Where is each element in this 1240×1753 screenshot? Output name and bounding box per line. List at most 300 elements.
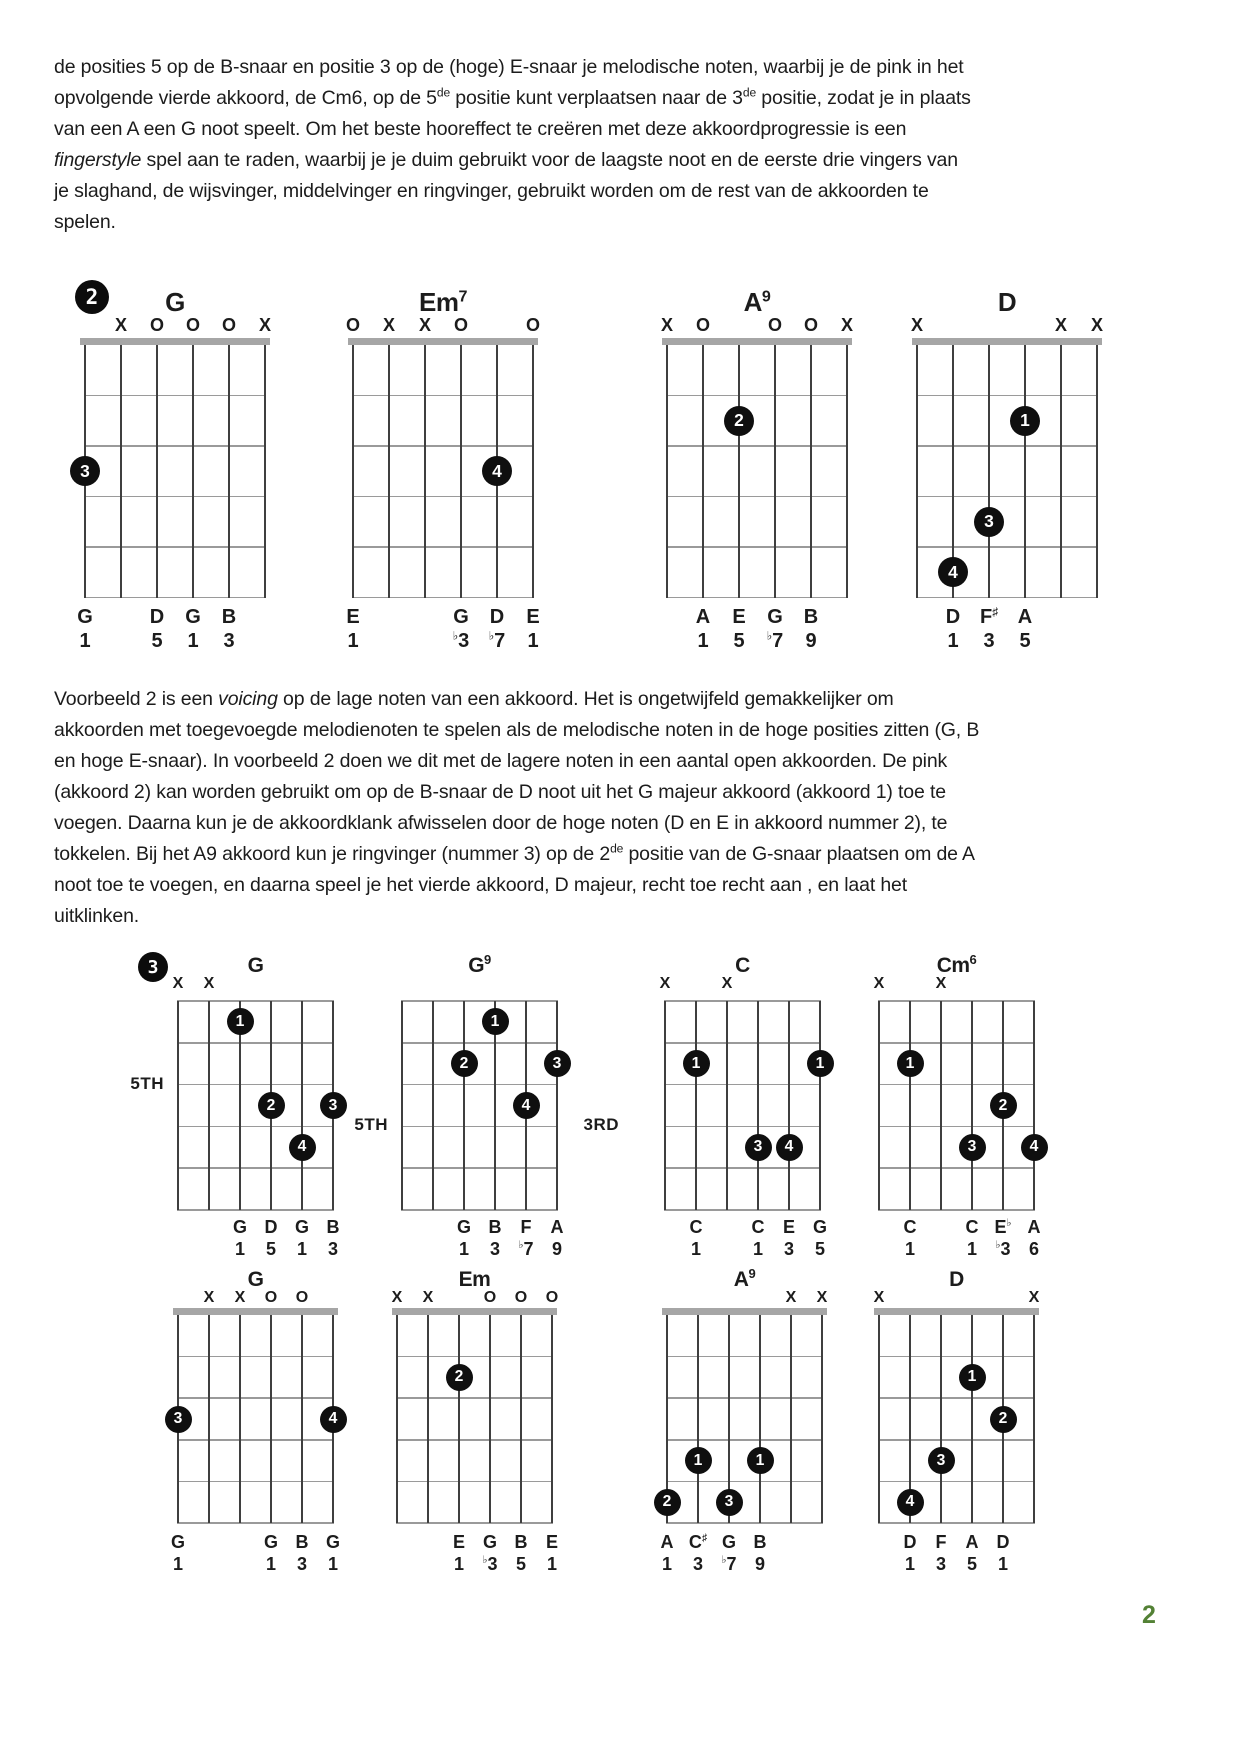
text-segment: E [545,1532,558,1552]
degree-label [445,630,477,653]
degree-label [255,1554,287,1575]
text-segment: noot toe te voegen, en daarna speel je het vierde akkoord, D majeur, recht toe recht aan , en laat het [54,874,908,896]
muted-string-marker: X [660,315,673,335]
guitar-string [1033,1315,1035,1523]
guitar-string [971,1315,973,1523]
open-string-marker: O [525,315,540,335]
open-string-marker: O [453,315,468,335]
text-segment: 7 [726,1554,737,1574]
chord-diagram-em [391,1268,559,1574]
note-label [481,606,513,629]
degree-label [987,1554,1019,1575]
fret-position-label: 3RD [583,1115,619,1135]
fret-line [878,1481,1035,1483]
fret-line [177,1126,334,1128]
note-label [687,606,719,629]
text-segment: 3 [935,1554,946,1574]
text-segment: E [782,1217,795,1237]
note-label [517,606,549,629]
fretboard [402,1001,562,1210]
text-segment: Em [419,287,459,317]
degree-label [213,630,245,653]
finger-dot: 1 [227,1008,254,1035]
fret-line [878,1356,1035,1358]
guitar-string [551,1315,553,1523]
text-segment: A [1027,1217,1041,1237]
text-segment: 6 [969,952,977,967]
text-segment: G [456,1217,471,1237]
guitar-string [177,1001,179,1210]
chord-diagram-g9 [354,952,564,1259]
muted-string-marker: X [659,975,671,992]
text-segment: G [263,1532,278,1552]
note-label [505,1532,537,1553]
degree-label [481,630,513,653]
fret-line [84,395,266,397]
text-segment: je slaghand, de wijsvinger, middelvinger en ringvinger, gebruikt worden om de rest van de akkoorden te [54,180,929,202]
text-segment: G [77,605,93,628]
text-segment: 3 [692,1554,703,1574]
text-segment: G [767,605,783,628]
note-label [541,1217,573,1238]
degree-label [479,1239,511,1260]
fret-line [352,445,534,447]
text-segment: 3 [983,629,995,652]
text-segment: spel aan te raden, waarbij je je duim gebruikt voor de laagste noot en de eerste drie vingers van [141,149,958,171]
text-segment: 1 [904,1239,915,1259]
guitar-string [664,1001,666,1210]
degree-label [474,1554,506,1575]
fret-line [177,1000,334,1002]
text-segment: 1 [527,629,539,652]
degree-label [443,1554,475,1575]
fretboard [665,1001,825,1210]
fret-line [916,445,1098,447]
fret-line [84,546,266,548]
finger-dot: 4 [482,456,512,486]
note-label [448,1217,480,1238]
degree-label [317,1239,349,1260]
text-segment: 5 [1019,629,1031,652]
note-label [445,606,477,629]
text-segment: ♯ [992,604,998,618]
chord-diagram-d [910,287,1103,652]
fret-line [664,1084,821,1086]
text-segment: C [689,1217,703,1237]
note-label [213,606,245,629]
guitar-string [940,1315,942,1523]
note-label [682,1532,714,1553]
text-segment: 5 [733,629,745,652]
fretboard [178,1001,338,1210]
nut-bar [348,338,538,345]
muted-string-marker: X [873,1289,885,1306]
fret-line [84,445,266,447]
fret-line [878,1209,1035,1211]
text-segment: 7 [494,629,506,652]
text-segment: 3 [458,629,470,652]
text-segment: G [325,1532,340,1552]
text-segment: E [346,605,360,628]
finger-dot: 4 [289,1134,316,1161]
open-string-marker: O [514,1289,528,1306]
fret-line [664,1042,821,1044]
text-segment: 1 [453,1554,464,1574]
text-segment: ♯ [701,1533,708,1544]
note-label [925,1532,957,1553]
text-segment: 1 [997,1554,1008,1574]
degree-label [956,1239,988,1260]
note-label [804,1217,836,1238]
guitar-string [208,1315,210,1523]
text-segment: A [550,1217,564,1237]
degree-label [177,630,209,653]
fretboard [397,1315,552,1523]
degree-label [448,1239,480,1260]
fret-line [916,395,1098,397]
guitar-string [489,1315,491,1523]
text-segment: 1 [966,1239,977,1259]
note-label [795,606,827,629]
fretboard [173,1315,338,1523]
text-segment: 5 [265,1239,276,1259]
guitar-string [738,345,740,598]
guitar-string [909,1001,911,1210]
guitar-string [264,345,266,598]
degree-label [723,630,755,653]
finger-dot: 2 [990,1406,1017,1433]
muted-string-marker: X [816,1289,828,1306]
muted-string-marker: X [873,975,885,992]
text-segment: ♭ [721,1555,727,1566]
text-segment: akkoorden met toegevoegde melodienoten te spelen als de melodische noten in de hoge posities zitten (G, B [54,719,980,741]
text-segment: positie kunt verplaatsen naar de 3 [450,87,743,109]
fret-line [878,1522,1035,1524]
degree-label [69,630,101,653]
text-segment: 3 [327,1239,338,1259]
note-label [510,1217,542,1238]
text-segment: Voorbeeld 2 is een [54,688,219,710]
finger-dot: 2 [990,1092,1017,1119]
example-number-badge: 2 [75,280,109,314]
page-number: 2 [1142,1601,1156,1629]
degree-label [987,1239,1019,1260]
finger-dot: 2 [654,1489,681,1516]
text-segment: tokkelen. Bij het A9 akkoord kun je ringvinger (nummer 3) op de 2 [54,843,611,865]
degree-label [759,630,791,653]
fret-line [878,1084,1035,1086]
text-segment: B [514,1532,528,1552]
degree-label [894,1554,926,1575]
open-string-marker: O [483,1289,497,1306]
fret-line [352,395,534,397]
text-segment: F [979,605,993,628]
note-label [773,1217,805,1238]
chord-diagram-a9 [660,1266,828,1574]
note-label [255,1217,287,1238]
degree-label [744,1554,776,1575]
degree-label [1018,1239,1050,1260]
guitar-string [810,345,812,598]
text-segment: 1 [347,629,359,652]
text-segment: 1 [752,1239,763,1259]
degree-label [742,1239,774,1260]
degree-label [162,1554,194,1575]
text-segment: uitklinken. [54,905,140,927]
note-label [894,1217,926,1238]
degree-label [286,1554,318,1575]
fret-line [878,1439,1035,1441]
finger-dot: 1 [683,1050,710,1077]
note-label [317,1217,349,1238]
guitar-string [424,345,426,598]
guitar-string [396,1315,398,1523]
text-segment: C [903,1217,917,1237]
note-label [956,1532,988,1553]
guitar-string [239,1315,241,1523]
finger-dot: 4 [776,1134,803,1161]
text-segment: 7 [772,629,784,652]
fretboard [879,1315,1034,1523]
guitar-string [788,1001,790,1210]
degree-label [317,1554,349,1575]
open-string-marker: O [695,315,710,335]
guitar-string [1060,345,1062,598]
degree-label [337,630,369,653]
note-label [744,1532,776,1553]
finger-dot: 1 [897,1050,924,1077]
finger-dot: 3 [544,1050,571,1077]
muted-string-marker: X [203,1289,215,1306]
guitar-string [228,345,230,598]
finger-dot: 3 [928,1447,955,1474]
guitar-string [726,1001,728,1210]
text-segment: 9 [761,287,771,306]
guitar-string [846,345,848,598]
note-label [255,1532,287,1553]
note-label [713,1532,745,1553]
text-segment: D [264,1217,278,1237]
finger-dot: 4 [513,1092,540,1119]
finger-dot: 1 [1010,406,1040,436]
fret-line [878,1000,1035,1002]
degree-label [651,1554,683,1575]
guitar-string [757,1001,759,1210]
fretboard [917,345,1097,598]
text-segment: de [436,85,451,100]
chord-diagram-cm6 [873,952,1041,1259]
text-segment: fingerstyle [54,149,142,171]
muted-string-marker: X [382,315,395,335]
guitar-string [352,345,354,598]
degree-label [956,1554,988,1575]
fret-line [396,1439,553,1441]
chord-name [362,954,597,978]
guitar-string [458,1315,460,1523]
degree-label [255,1239,287,1260]
open-string-marker: O [545,1289,559,1306]
text-segment: 9 [551,1239,562,1259]
muted-string-marker: X [840,315,853,335]
text-segment: 1 [79,629,91,652]
text-segment: D [149,605,165,628]
text-segment: 5 [151,629,163,652]
text-segment: D [903,1532,917,1552]
finger-dot: 1 [685,1447,712,1474]
text-segment: op de lage noten van een akkoord. Het is ongetwijfeld gemakkelijker om [277,688,894,710]
note-label [759,606,791,629]
note-label [651,1532,683,1553]
guitar-string [878,1001,880,1210]
guitar-string [702,345,704,598]
chord-diagram-g [130,954,340,1259]
text-segment: 5 [814,1239,825,1259]
finger-dot: 2 [724,406,754,436]
note-label [956,1217,988,1238]
chord-diagram-g [77,287,271,652]
fret-line [396,1356,553,1358]
nut-bar [912,338,1102,345]
text-segment: C [688,1532,702,1552]
chord-diagram-c [583,954,827,1259]
text-segment: 1 [265,1554,276,1574]
text-segment: ♭ [452,628,459,642]
text-segment: B [295,1532,309,1552]
text-segment: 3 [296,1554,307,1574]
chord-diagram-a9 [660,287,853,652]
text-segment: positie van de G-snaar plaatsen om de A [623,843,975,865]
finger-dot: 1 [959,1364,986,1391]
finger-dot: 4 [320,1406,347,1433]
text-segment: F [520,1217,532,1237]
fret-line [401,1167,558,1169]
fret-line [401,1084,558,1086]
text-segment: positie, zodat je in plaats [756,87,971,109]
fret-line [396,1397,553,1399]
degree-label [505,1554,537,1575]
degree-label [141,630,173,653]
finger-dot: 1 [807,1050,834,1077]
text-segment: voegen. Daarna kun je de akkoordklank afwisselen door de hoge noten (D en E in akkoord nummer 2), te [54,812,948,834]
fret-line [177,1522,334,1524]
text-segment: D [945,605,961,628]
fret-line [666,597,848,599]
nut-bar [392,1308,557,1315]
text-segment: 7 [458,287,467,306]
guitar-string [940,1001,942,1210]
fret-line [352,546,534,548]
note-label [1009,606,1041,629]
note-label [141,606,173,629]
finger-dot: 2 [446,1364,473,1391]
finger-dot: 3 [320,1092,347,1119]
fret-line [878,1167,1035,1169]
text-segment: 9 [754,1554,765,1574]
note-label [337,606,369,629]
fret-line [666,496,848,498]
note-label [162,1532,194,1553]
fret-line [177,1481,334,1483]
guitar-string [520,1315,522,1523]
fret-line [177,1084,334,1086]
fret-line [916,597,1098,599]
text-segment: 3 [487,1554,498,1574]
text-segment: 1 [327,1554,338,1574]
text-segment: B [221,605,237,628]
finger-dot: 2 [451,1050,478,1077]
text-segment: A [660,1532,674,1552]
open-string-marker: O [345,315,360,335]
degree-label [795,630,827,653]
text-segment: 3 [223,629,235,652]
guitar-string [556,1001,558,1210]
muted-string-marker: X [785,1289,797,1306]
degree-label [925,1554,957,1575]
guitar-string [697,1315,699,1523]
text-segment: de [742,85,757,100]
fret-line [401,1000,558,1002]
note-label [742,1217,774,1238]
open-string-marker: O [185,315,200,335]
fret-line [878,1126,1035,1128]
note-label [177,606,209,629]
text-segment: 1 [697,629,709,652]
text-segment: 6 [1028,1239,1039,1259]
note-label [286,1532,318,1553]
fret-line [84,597,266,599]
muted-string-marker: X [422,1289,434,1306]
text-segment: ♭ [766,628,773,642]
text-segment: A [743,287,762,317]
text-segment: B [803,605,819,628]
guitar-string [463,1001,465,1210]
fret-line [878,1397,1035,1399]
guitar-string [971,1001,973,1210]
text-segment: 1 [661,1554,672,1574]
guitar-string [666,345,668,598]
text-segment: E [994,1217,1007,1237]
degree-label [680,1239,712,1260]
open-string-marker: O [803,315,818,335]
guitar-string [301,1315,303,1523]
guitar-string [532,345,534,598]
chord-name [877,287,1137,318]
text-segment: E [452,1532,465,1552]
guitar-string [208,1001,210,1210]
fret-line [666,445,848,447]
degree-label [517,630,549,653]
muted-string-marker: X [234,1289,246,1306]
fret-line [664,1126,821,1128]
text-segment: A [1017,605,1033,628]
nut-bar [80,338,270,345]
text-segment: G [185,605,201,628]
fret-line [177,1042,334,1044]
fretboard [80,345,265,598]
note-label [479,1217,511,1238]
fret-line [666,546,848,548]
finger-dot: 3 [70,456,100,486]
guitar-string [774,345,776,598]
finger-dot: 1 [747,1447,774,1474]
text-segment: 9 [748,1266,756,1281]
muted-string-marker: X [910,315,923,335]
text-segment: C [965,1217,979,1237]
fret-line [352,597,534,599]
text-segment: voicing [218,688,278,710]
note-label [987,1217,1019,1238]
note-label [443,1532,475,1553]
